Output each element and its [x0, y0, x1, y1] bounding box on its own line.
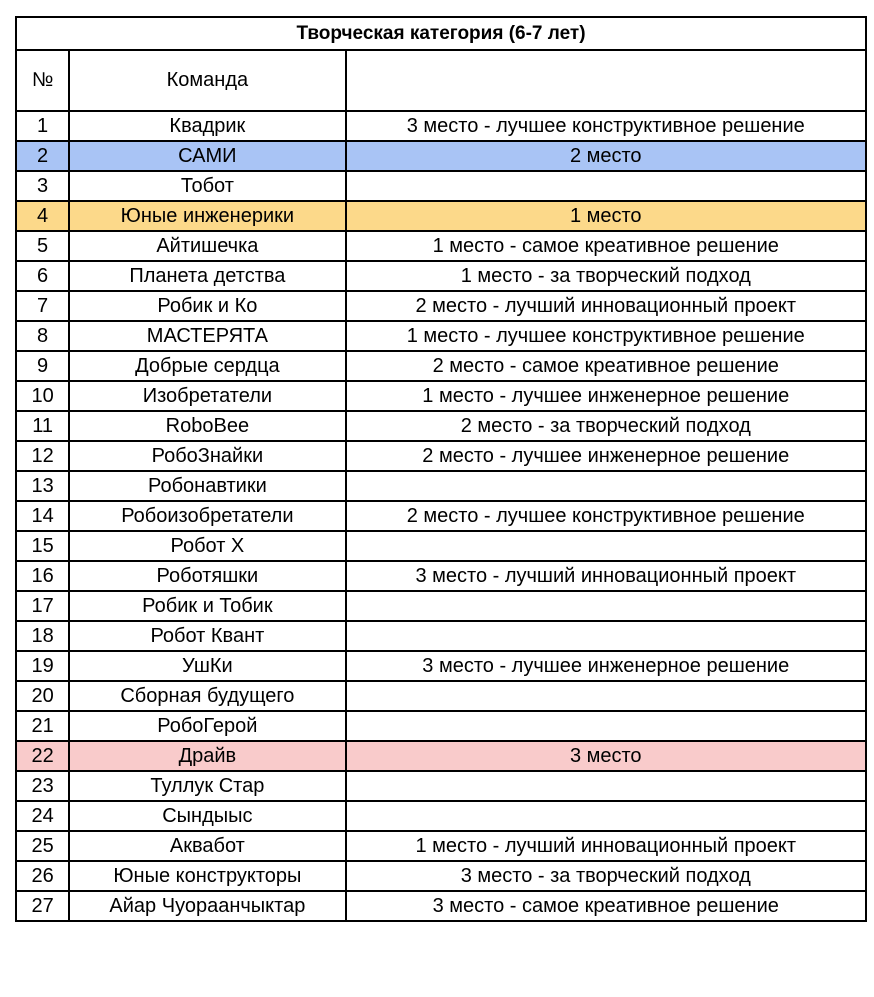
cell-team: Планета детства: [69, 261, 345, 291]
cell-team: Роботяшки: [69, 561, 345, 591]
cell-award: [346, 471, 866, 501]
table-row: [16, 411, 866, 441]
cell-number: 12: [16, 441, 69, 471]
cell-team: Айар Чуораанчыктар: [69, 891, 345, 921]
table-row: [16, 321, 866, 351]
cell-team: Робот Квант: [69, 621, 345, 651]
cell-number: 25: [16, 831, 69, 861]
cell-award: [346, 681, 866, 711]
cell-award: 2 место - за творческий подход: [346, 411, 866, 441]
table-row: [16, 591, 866, 621]
table-title: Творческая категория (6-7 лет): [16, 17, 866, 50]
header-award: [346, 50, 866, 111]
cell-number: 6: [16, 261, 69, 291]
table-row: [16, 561, 866, 591]
cell-award: [346, 531, 866, 561]
cell-team: УшКи: [69, 651, 345, 681]
cell-award: [346, 171, 866, 201]
cell-team: Робоизобретатели: [69, 501, 345, 531]
header-number: №: [16, 50, 69, 111]
cell-number: 4: [16, 201, 69, 231]
cell-team: RoboBee: [69, 411, 345, 441]
cell-number: 7: [16, 291, 69, 321]
table-row: [16, 681, 866, 711]
table-row: [16, 711, 866, 741]
cell-team: Драйв: [69, 741, 345, 771]
cell-team: Добрые сердца: [69, 351, 345, 381]
cell-number: 24: [16, 801, 69, 831]
table-row: [16, 831, 866, 861]
cell-number: 15: [16, 531, 69, 561]
cell-team: Сындыыс: [69, 801, 345, 831]
results-table: [15, 16, 867, 922]
cell-team: Юные конструкторы: [69, 861, 345, 891]
cell-award: [346, 771, 866, 801]
cell-team: САМИ: [69, 141, 345, 171]
cell-award: 2 место - лучший инновационный проект: [346, 291, 866, 321]
table-row: [16, 441, 866, 471]
cell-number: 8: [16, 321, 69, 351]
cell-award: 2 место - лучшее инженерное решение: [346, 441, 866, 471]
cell-team: Квадрик: [69, 111, 345, 141]
cell-number: 20: [16, 681, 69, 711]
cell-award: [346, 591, 866, 621]
header-row: [16, 50, 866, 111]
cell-number: 13: [16, 471, 69, 501]
table-row: [16, 621, 866, 651]
table-row: [16, 351, 866, 381]
cell-team: Робик и Тобик: [69, 591, 345, 621]
table-row: [16, 171, 866, 201]
cell-award: 1 место - лучший инновационный проект: [346, 831, 866, 861]
table-row: [16, 651, 866, 681]
table-row: [16, 501, 866, 531]
table-row: [16, 771, 866, 801]
cell-number: 23: [16, 771, 69, 801]
cell-team: Айтишечка: [69, 231, 345, 261]
cell-team: Аквабот: [69, 831, 345, 861]
cell-award: 2 место - самое креативное решение: [346, 351, 866, 381]
cell-award: [346, 711, 866, 741]
cell-number: 9: [16, 351, 69, 381]
cell-award: 2 место: [346, 141, 866, 171]
table-body: [16, 111, 866, 921]
table-row: [16, 531, 866, 561]
table-row: [16, 141, 866, 171]
cell-award: 3 место - самое креативное решение: [346, 891, 866, 921]
cell-award: 3 место - лучший инновационный проект: [346, 561, 866, 591]
cell-award: 3 место - лучшее конструктивное решение: [346, 111, 866, 141]
cell-number: 22: [16, 741, 69, 771]
cell-team: Сборная будущего: [69, 681, 345, 711]
header-team: Команда: [69, 50, 345, 111]
table-row: [16, 741, 866, 771]
cell-award: 2 место - лучшее конструктивное решение: [346, 501, 866, 531]
cell-team: РобоГерой: [69, 711, 345, 741]
cell-team: РобоЗнайки: [69, 441, 345, 471]
table-row: [16, 471, 866, 501]
cell-award: 1 место - лучшее конструктивное решение: [346, 321, 866, 351]
cell-number: 27: [16, 891, 69, 921]
cell-number: 17: [16, 591, 69, 621]
cell-team: Юные инженерики: [69, 201, 345, 231]
cell-award: 1 место - самое креативное решение: [346, 231, 866, 261]
cell-number: 16: [16, 561, 69, 591]
cell-number: 19: [16, 651, 69, 681]
cell-number: 10: [16, 381, 69, 411]
cell-number: 11: [16, 411, 69, 441]
cell-team: Робик и Ко: [69, 291, 345, 321]
cell-award: 3 место - за творческий подход: [346, 861, 866, 891]
table-row: [16, 201, 866, 231]
cell-number: 2: [16, 141, 69, 171]
cell-award: 3 место - лучшее инженерное решение: [346, 651, 866, 681]
cell-award: [346, 801, 866, 831]
cell-team: Изобретатели: [69, 381, 345, 411]
cell-team: Робонавтики: [69, 471, 345, 501]
cell-number: 3: [16, 171, 69, 201]
cell-team: МАСТЕРЯТА: [69, 321, 345, 351]
table-row: [16, 291, 866, 321]
cell-award: 1 место - лучшее инженерное решение: [346, 381, 866, 411]
cell-award: 3 место: [346, 741, 866, 771]
table-row: [16, 111, 866, 141]
table-row: [16, 861, 866, 891]
cell-award: [346, 621, 866, 651]
cell-team: Тобот: [69, 171, 345, 201]
cell-team: Робот Х: [69, 531, 345, 561]
cell-award: 1 место: [346, 201, 866, 231]
table-row: [16, 891, 866, 921]
table-row: [16, 231, 866, 261]
cell-team: Туллук Стар: [69, 771, 345, 801]
cell-number: 21: [16, 711, 69, 741]
cell-number: 18: [16, 621, 69, 651]
table-row: [16, 801, 866, 831]
cell-number: 26: [16, 861, 69, 891]
table-row: [16, 381, 866, 411]
cell-number: 1: [16, 111, 69, 141]
cell-number: 14: [16, 501, 69, 531]
cell-award: 1 место - за творческий подход: [346, 261, 866, 291]
title-row: [16, 17, 866, 50]
table-row: [16, 261, 866, 291]
cell-number: 5: [16, 231, 69, 261]
